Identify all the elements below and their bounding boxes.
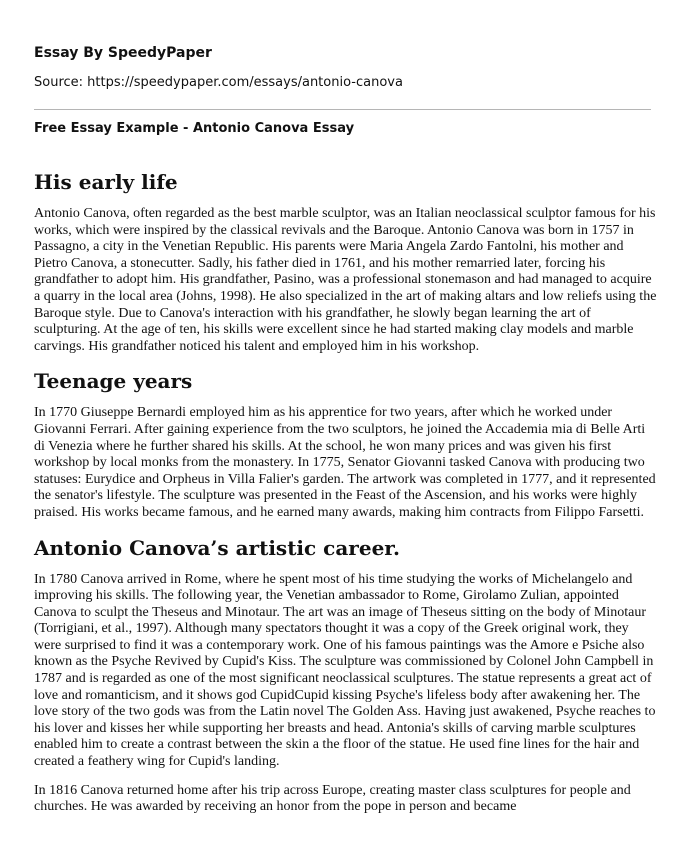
document-header-title: Essay By SpeedyPaper bbox=[34, 45, 212, 61]
header-divider bbox=[34, 109, 651, 110]
paragraph: Antonio Canova, often regarded as the best marble sculptor, was an Italian neoclassical sculptor famous for his works, which were inspired by the classical revivals and the Baroque. Antonio Canova was born in 1757 in Passagno, a city in the Venetian Republic. His parents were Maria Angela Zardo Fantolni, his mother and Pietro Canova, a stonecutter. Sadly, his father died in 1761, and his mother remarried later, forcing his grandfather to adopt him. His grandfather, Pasino, was a professional stonemason and had managed to acquire a quarry in the local area (Johns, 1998). He also specialized in the art of making altars and low reliefs using the Baroque style. Due to Canova's interaction with his grandfather, he slowly began learning the art of sculpturing. At the age of ten, his skills were excellent since he had started making clay models and marble carvings. His grandfather noticed his talent and employed him in his workshop. bbox=[34, 206, 657, 354]
section-heading: Teenage years bbox=[34, 369, 193, 394]
paragraph: In 1816 Canova returned home after his trip across Europe, creating master class sculptures for people and churches. He was awarded by receiving an honor from the pope in person and became bbox=[34, 782, 631, 815]
section-heading: Antonio Canova’s artistic career. bbox=[34, 535, 400, 560]
document-source-line: Source: https://speedypaper.com/essays/antonio-canova bbox=[34, 75, 403, 90]
section-early-life bbox=[34, 168, 658, 355]
section-teenage-years bbox=[34, 367, 658, 521]
section-heading: His early life bbox=[34, 170, 178, 194]
paragraph: In 1780 Canova arrived in Rome, where he spent most of his time studying the works of Michelangelo and improving his skills. The following year, the Venetian ambassador to Rome, Girolamo Zulian, appointed Canova to sculpt the Theseus and Minotaur. The art was an image of Theseus sitting on the body of Minotaur (Torrigiani, et al., 1997). Although many spectators thought it was a copy of the Greek original work, they were surprised to find it was a contemporary work. One of his famous paintings was the Amore e Psiche also known as the Psyche Revived by Cupid's Kiss. The sculpture was commissioned by Colonel John Campbell in 1787 and is regarded as one of the most significant neoclassical sculptures. The statue represents a great act of love and romanticism, and it shows god CupidCupid kissing Psyche's lifeless body after awakening her. The love story of the two gods was from the Latin novel The Golden Ass. Having just awakened, Psyche reaches to his lover and kisses her while supporting her breasts and head. Antonia's skills of carving marble sculptures enabled him to create a contrast between the skin a the floor of the statue. He used fine lines for the hair and created a feathery wing for Cupid's landing. bbox=[34, 571, 656, 770]
paragraph: In 1770 Giuseppe Bernardi employed him as his apprentice for two years, after which he worked under Giovanni Ferrari. After gaining experience from the two sculptors, he joined the Accademia mia di Belle Arti di Venezia where he further shared his skills. At the school, he won many prices and was given his first workshop by local monks from the monastery. In 1775, Senator Giovanni tasked Canova with producing two statuses: Eurydice and Orpheus in Villa Falier's garden. The artwork was completed in 1777, and it represented the senator's lifestyle. The sculpture was presented in the Feast of the Ascension, and his works were highly praised. His works became famous, and he earned many awards, making him contracts from Filippo Farsetti. bbox=[34, 405, 656, 520]
essay-content bbox=[34, 168, 658, 828]
section-artistic-career bbox=[34, 534, 658, 816]
essay-label: Free Essay Example - Antonio Canova Essay bbox=[34, 121, 355, 136]
